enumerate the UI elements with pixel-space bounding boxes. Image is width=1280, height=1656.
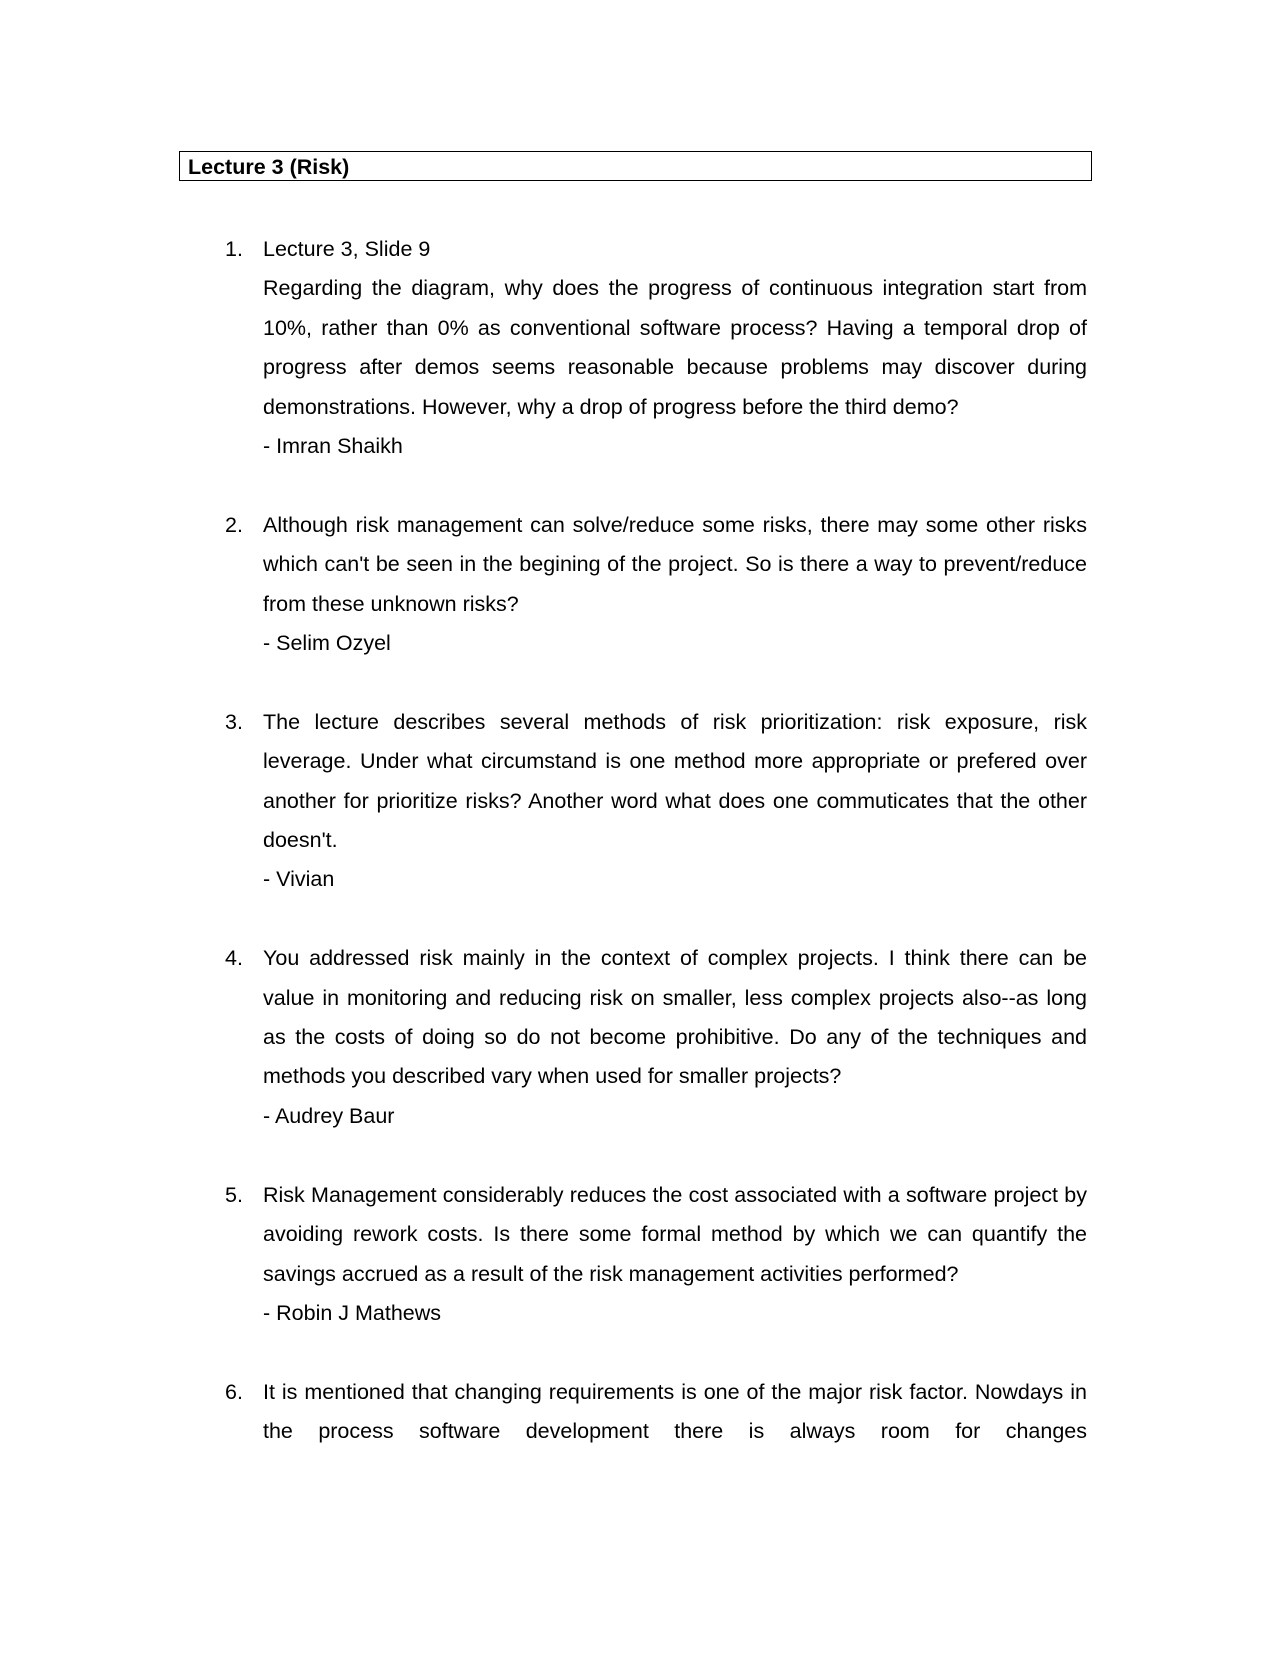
list-item	[225, 1373, 1087, 1452]
question-author: - Selim Ozyel	[263, 631, 391, 656]
question-number: 2.	[225, 512, 243, 537]
question-text: Regarding the diagram, why does the progress of continuous integration start from 10%, rather than 0% as conventional software process? Having a temporal drop of progress after demos seems reasonable because problems may discover during demonstrations. However, why a drop of progress before the third demo?	[263, 276, 1087, 419]
question-list	[225, 230, 1087, 1491]
question-number: 4.	[225, 946, 243, 971]
list-item	[225, 230, 1087, 466]
list-item	[225, 939, 1087, 1136]
question-number: 1.	[225, 237, 243, 261]
question-text: The lecture describes several methods of risk prioritization: risk exposure, risk leverage. Under what circumstand is one method more appropriate or prefered over another for prioritize risks? Another word what does one commuticates that the other doesn't.	[263, 709, 1087, 853]
question-text: Although risk management can solve/reduce some risks, there may some other risks which can't be seen in the begining of the project. So is there a way to prevent/reduce from these unknown risks?	[263, 512, 1087, 616]
list-item	[225, 506, 1087, 664]
question-heading: Lecture 3, Slide 9	[263, 237, 431, 261]
list-item	[225, 703, 1087, 900]
question-author: - Vivian	[263, 867, 335, 892]
question-author: - Imran Shaikh	[263, 434, 403, 459]
question-number: 6.	[225, 1379, 243, 1404]
page-title: Lecture 3 (Risk)	[179, 151, 1092, 181]
question-number: 5.	[225, 1182, 243, 1207]
list-item	[225, 1176, 1087, 1334]
question-text: You addressed risk mainly in the context of complex projects. I think there can be value in monitoring and reducing risk on smaller, less complex projects also--as long as the costs of doing so do not become prohibitive. Do any of the techniques and methods you described vary when used for smaller projects?	[263, 946, 1087, 1089]
question-text: Risk Management considerably reduces the cost associated with a software project by avoiding rework costs. Is there some formal method by which we can quantify the savings accrued as a result of the risk management activities performed?	[263, 1182, 1087, 1286]
question-text: It is mentioned that changing requirements is one of the major risk factor. Nowdays in the process software development there is always room for changes	[263, 1379, 1087, 1444]
question-number: 3.	[225, 709, 243, 734]
question-author: - Audrey Baur	[263, 1103, 395, 1128]
question-author: - Robin J Mathews	[263, 1300, 442, 1325]
